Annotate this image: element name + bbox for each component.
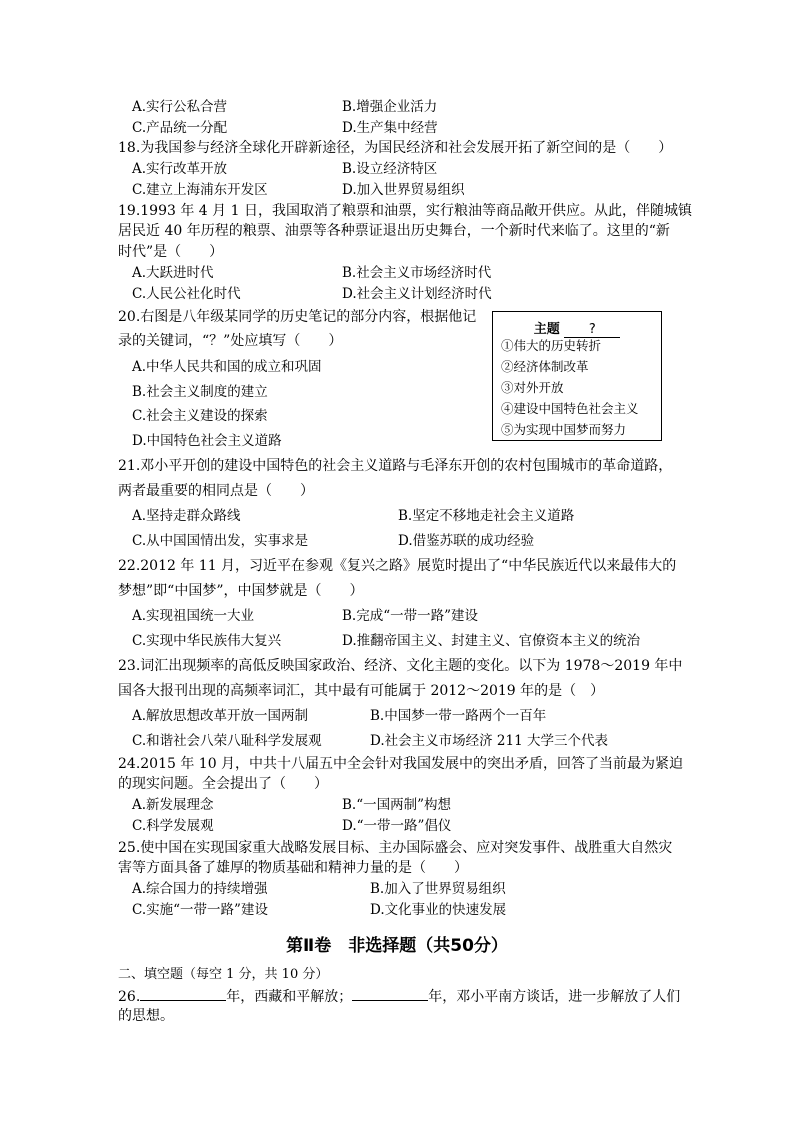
q25-stem-line-1: 25.使中国在实现国家重大战略发展目标、主办国际盛会、应对突发事件、战胜重大自然灾 [118,840,673,856]
fill-in-section-heading: 二、填空题（每空 1 分，共 10 分） [118,967,329,982]
note-item-3: ③对外开放 [501,380,564,395]
q25-option-b[interactable]: B.加入了世界贸易组织 [370,881,506,897]
q26-blank-1[interactable] [140,986,226,1001]
q17-option-a[interactable]: A.实行公私合营 [132,99,228,115]
q26-number: 26. [118,989,141,1005]
q20-option-d[interactable]: D.中国特色社会主义道路 [132,433,282,449]
q18-option-c[interactable]: C.建立上海浦东开发区 [132,182,268,198]
q22-option-b[interactable]: B.完成“一带一路”建设 [342,608,479,624]
q23-stem-line-1: 23.词汇出现频率的高低反映国家政治、经济、文化主题的变化。以下为 1978～2019 年中 [118,658,683,674]
note-item-4: ④建设中国特色社会主义 [501,401,639,416]
q21-option-b[interactable]: B.坚定不移地走社会主义道路 [398,508,575,524]
q25-stem-line-2: 害等方面具备了雄厚的物质基础和精神力量的是（ ） [118,860,468,876]
q25-option-d[interactable]: D.文化事业的快速发展 [370,902,507,918]
q21-option-d[interactable]: D.借鉴苏联的成功经验 [398,533,535,549]
q19-option-c[interactable]: C.人民公社化时代 [132,286,241,302]
q26-line-1 [118,986,680,1007]
q17-option-d[interactable]: D.生产集中经营 [342,120,438,136]
q26-text-1: 年，西藏和平解放； [226,989,353,1005]
q19-stem-line-2: 居民近 40 年历程的粮票、油票等各种票证退出历史舞台，一个新时代来临了。这里的“新 [118,223,670,239]
q26-text-2: 年，邓小平南方谈话，进一步解放了人们 [428,989,681,1005]
q21-stem-line-1: 21.邓小平开创的建设中国特色的社会主义道路与毛泽东开创的农村包围城市的革命道路， [118,458,673,474]
q24-stem-line-1: 24.2015 年 10 月，中共十八届五中全会针对我国发展中的突出矛盾，回答了当前最为紧迫 [118,756,684,772]
q19-option-b[interactable]: B.社会主义市场经济时代 [342,265,492,281]
q22-option-d[interactable]: D.推翻帝国主义、封建主义、官僚资本主义的统治 [342,633,641,649]
note-item-1: ①伟大的历史转折 [501,338,602,353]
note-title [493,318,661,338]
note-title-blank: ? [564,322,620,338]
q19-option-d[interactable]: D.社会主义计划经济时代 [342,286,492,302]
q19-option-a[interactable]: A.大跃进时代 [132,265,214,281]
q26-blank-2[interactable] [352,986,428,1001]
q21-option-c[interactable]: C.从中国国情出发，实事求是 [132,533,309,549]
q17-option-b[interactable]: B.增强企业活力 [342,99,438,115]
q20-option-c[interactable]: C.社会主义建设的探索 [132,408,268,424]
q18-option-d[interactable]: D.加入世界贸易组织 [342,182,465,198]
q24-option-b[interactable]: B.“一国两制”构想 [342,797,452,813]
q24-option-d[interactable]: D.“一带一路”倡仪 [342,818,452,834]
section-ii-title: 第Ⅱ卷 非选择题（共50分） [286,936,508,956]
q24-stem-line-2: 的现实问题。全会提出了（ ） [118,776,328,792]
q21-option-a[interactable]: A.坚持走群众路线 [132,508,241,524]
q23-option-d[interactable]: D.社会主义市场经济 211 大学三个代表 [370,733,608,749]
q18-option-b[interactable]: B.设立经济特区 [342,161,438,177]
q19-stem-line-3: 时代”是（ ） [118,244,224,260]
note-item-2: ②经济体制改革 [501,359,589,374]
q25-option-a[interactable]: A.综合国力的持续增强 [132,881,268,897]
note-item-5: ⑤为实现中国梦而努力 [501,422,627,437]
q21-stem-line-2: 两者最重要的相同点是（ ） [118,483,314,499]
history-note-box [492,311,662,441]
q18-stem: 18.为我国参与经济全球化开辟新途径，为国民经济和社会发展开拓了新空间的是（ ） [118,140,673,156]
q23-option-a[interactable]: A.解放思想改革开放一国两制 [132,708,309,724]
q24-option-c[interactable]: C.科学发展观 [132,818,214,834]
q20-stem-line-2: 录的关键词，“？”处应填写（ ） [118,333,343,349]
q19-stem-line-1: 19.1993 年 4 月 1 日，我国取消了粮票和油票，实行粮油等商品敞开供应。从此，伴随城镇 [118,203,692,219]
q25-option-c[interactable]: C.实施“一带一路”建设 [132,902,268,918]
q23-option-c[interactable]: C.和谐社会八荣八耻科学发展观 [132,733,322,749]
q22-option-c[interactable]: C.实现中华民族伟大复兴 [132,633,282,649]
q22-option-a[interactable]: A.实现祖国统一大业 [132,608,255,624]
q17-option-c[interactable]: C.产品统一分配 [132,120,228,136]
q23-option-b[interactable]: B.中国梦一带一路两个一百年 [370,708,547,724]
q20-stem-line-1: 20.右图是八年级某同学的历史笔记的部分内容，根据他记 [118,309,477,325]
q20-option-a[interactable]: A.中华人民共和国的成立和巩固 [132,359,322,375]
q23-stem-line-2: 国各大报刊出现的高频率词汇，其中最有可能属于 2012～2019 年的是（ ） [118,683,605,699]
q24-option-a[interactable]: A.新发展理念 [132,797,214,813]
q20-option-b[interactable]: B.社会主义制度的建立 [132,384,268,400]
q18-option-a[interactable]: A.实行改革开放 [132,161,228,177]
q22-stem-line-1: 22.2012 年 11 月，习近平在参观《复兴之路》展览时提出了“中华民族近代以来最伟大的 [118,558,677,574]
note-title-label: 主题 [533,322,560,337]
q26-line-2: 的思想。 [118,1008,174,1024]
q22-stem-line-2: 梦想”即“中国梦”，中国梦就是（ ） [118,583,364,599]
